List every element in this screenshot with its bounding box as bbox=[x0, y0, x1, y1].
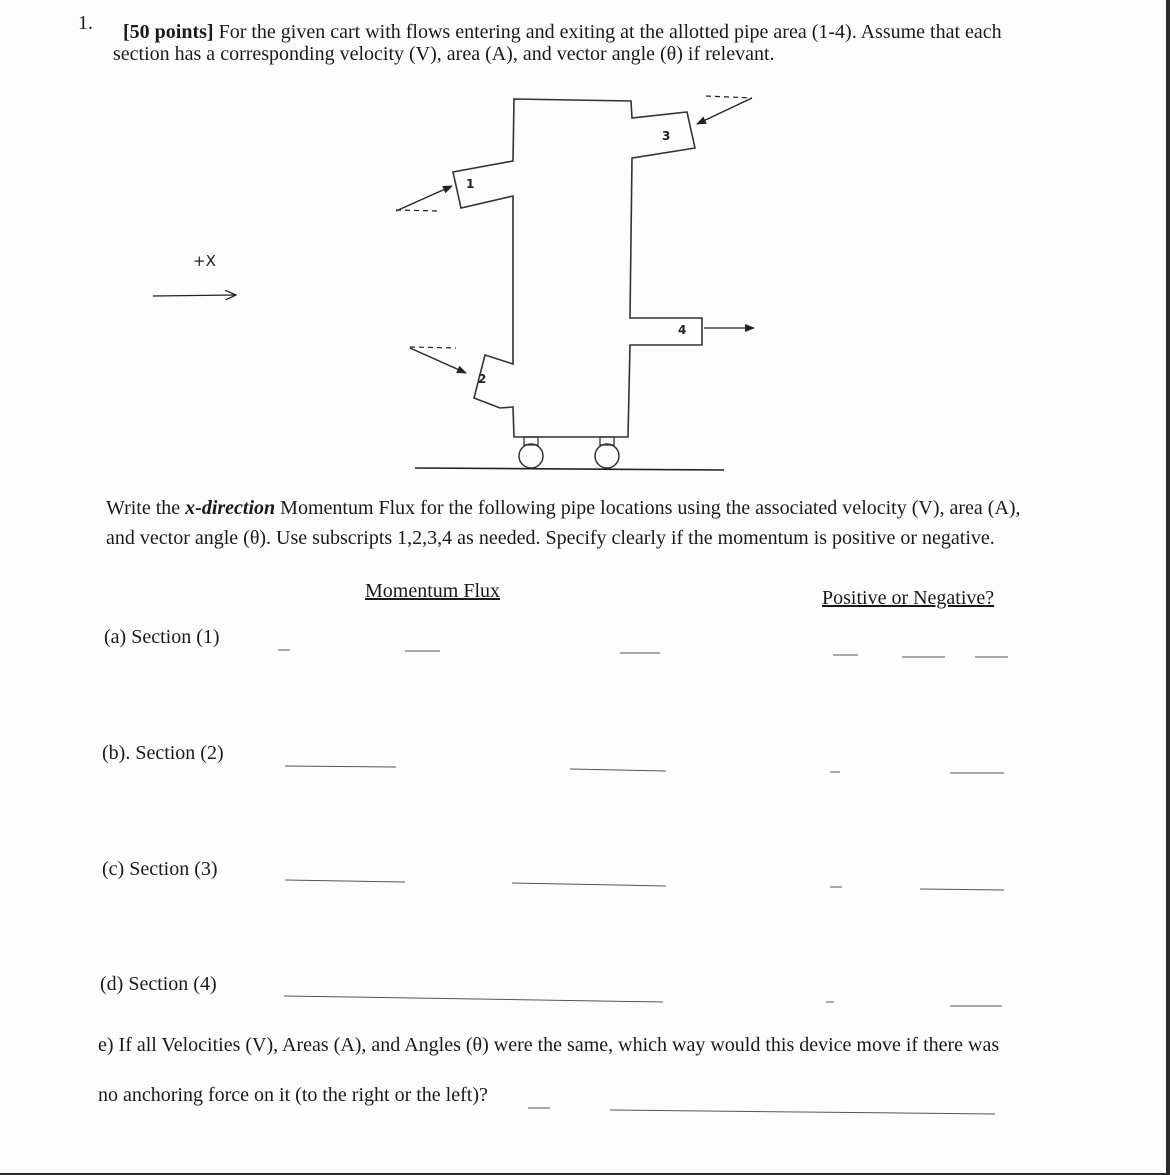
section-label-1: 1 bbox=[466, 177, 475, 191]
section-label-3: 3 bbox=[662, 129, 671, 143]
section-label-2: 2 bbox=[478, 372, 487, 386]
question-points: [50 points] bbox=[123, 21, 214, 43]
column-header-sign: Positive or Negative? bbox=[822, 587, 995, 609]
instructions-text-rest: Momentum Flux for the following pipe locations using the associated velocity (V), area (A), bbox=[275, 497, 1021, 519]
instructions-line2: and vector angle (θ). Use subscripts 1,2,3,4 as needed. Specify clearly if the momentum is positive or negative. bbox=[106, 527, 995, 549]
part-e-line2: no anchoring force on it (to the right or the left)? bbox=[98, 1084, 488, 1106]
section-label-4: 4 bbox=[678, 323, 687, 337]
row-label-section-1: (a) Section (1) bbox=[104, 626, 220, 648]
column-header-momentum-flux: Momentum Flux bbox=[365, 580, 501, 602]
instructions-line1 bbox=[106, 497, 1021, 520]
question-text-line2: section has a corresponding velocity (V), area (A), and vector angle (θ) if relevant. bbox=[113, 43, 775, 65]
flow-arrow-3 bbox=[697, 98, 752, 124]
row-label-section-2: (b). Section (2) bbox=[102, 742, 224, 764]
flow-reference-line-3 bbox=[706, 96, 752, 98]
wheel-left bbox=[519, 437, 543, 468]
positive-x-arrow bbox=[153, 295, 236, 296]
flow-arrow-1 bbox=[396, 186, 452, 211]
instructions-emphasis: x-direction bbox=[185, 497, 276, 519]
instructions-text: Write the bbox=[106, 497, 186, 519]
wheel-right bbox=[595, 437, 619, 468]
flow-reference-line-1 bbox=[396, 210, 438, 211]
flow-arrow-2 bbox=[410, 348, 466, 373]
question-text-line1 bbox=[123, 21, 1002, 44]
ground-line bbox=[415, 468, 724, 470]
row-label-section-4: (d) Section (4) bbox=[100, 973, 217, 995]
question-text-rest: For the given cart with flows entering and exiting at the allotted pipe area (1-4). Assume that each bbox=[213, 21, 1002, 43]
positive-x-label: +X bbox=[193, 252, 216, 270]
question-number: 1. bbox=[78, 12, 93, 34]
flow-reference-line-2 bbox=[410, 347, 456, 348]
part-e-line1: e) If all Velocities (V), Areas (A), and Angles (θ) were the same, which way would this device move if there was bbox=[98, 1034, 1000, 1056]
row-label-section-3: (c) Section (3) bbox=[102, 858, 218, 880]
cart-body-outline bbox=[453, 99, 702, 437]
